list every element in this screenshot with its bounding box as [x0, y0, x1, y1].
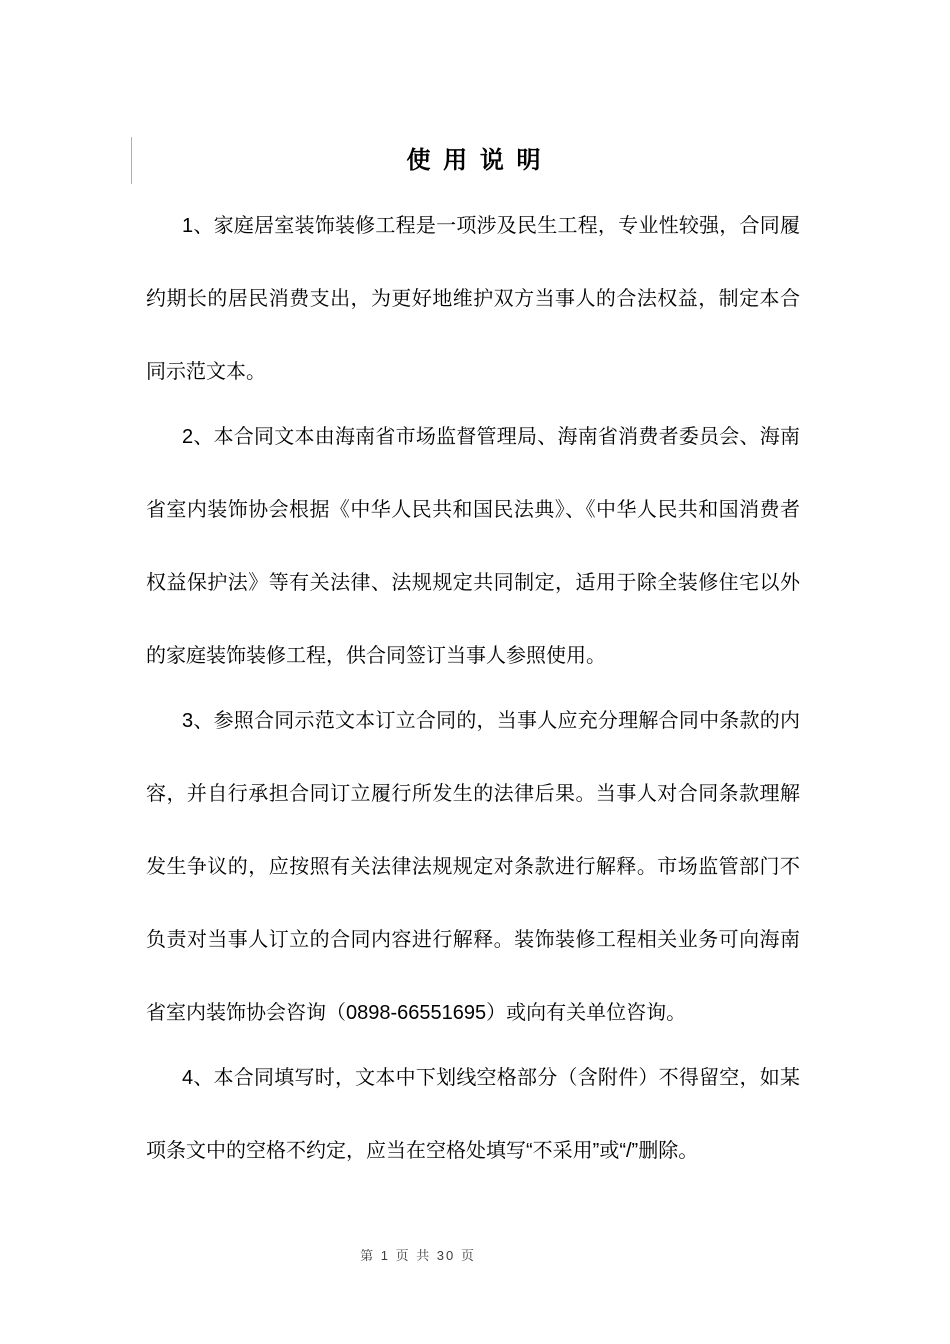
paragraph-3: 3、参照合同示范文本订立合同的，当事人应充分理解合同中条款的内容，并自行承担合同订立履行所发生的法律后果。当事人对合同条款理解发生争议的，应按照有关法律法规规定对条款进行解释。市场监管部门不负责对当事人订立的合同内容进行解释。装饰装修工程相关业务可向海南省室内装饰协会咨询（0898-66551695）或向有关单位咨询。: [146, 710, 800, 1024]
revision-bar: [131, 137, 132, 184]
document-title: 使 用 说 明: [406, 147, 544, 174]
document-body: [0, 190, 950, 1188]
paragraph-2: 2、本合同文本由海南省市场监督管理局、海南省消费者委员会、海南省室内装饰协会根据《中华人民共和国民法典》、《中华人民共和国消费者权益保护法》等有关法律、法规规定共同制定，适用于除全装修住宅以外的家庭装饰装修工程，供合同签订当事人参照使用。: [146, 426, 800, 667]
page-number-label: 第 1 页 共 30 页: [360, 1248, 476, 1263]
paragraph-4: 4、本合同填写时，文本中下划线空格部分（含附件）不得留空，如某项条文中的空格不约定，应当在空格处填写“不采用”或“/”删除。: [146, 1067, 800, 1162]
paragraph-1: 1、家庭居室装饰装修工程是一项涉及民生工程，专业性较强，合同履约期长的居民消费支出，为更好地维护双方当事人的合法权益，制定本合同示范文本。: [146, 215, 800, 383]
page-footer: [0, 1244, 836, 1268]
